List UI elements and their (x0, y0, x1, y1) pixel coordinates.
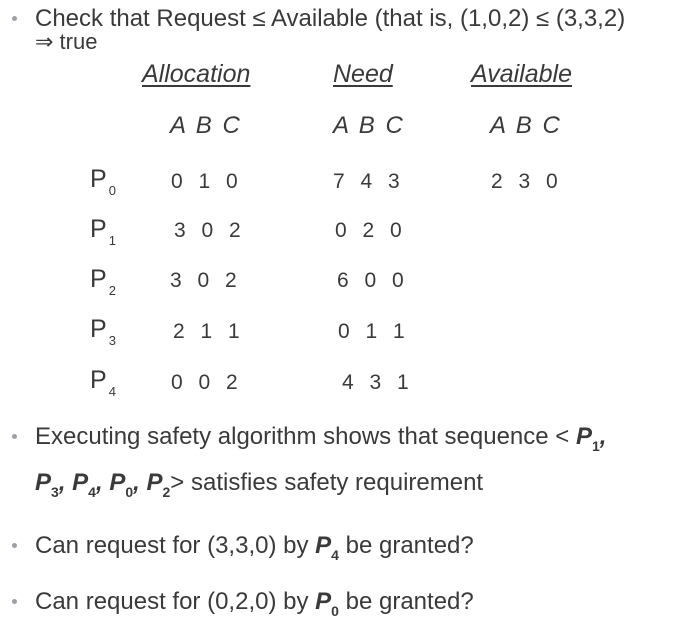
alloc-p3: 2 1 1 (173, 320, 245, 343)
process-p0: P $_0$ (90, 165, 116, 198)
process-p4: P $_4$ (90, 366, 116, 399)
abc-available: A B C (490, 112, 562, 139)
bullet-2-line-1: Executing safety algorithm shows that sequence < $P_1$, (35, 423, 607, 454)
need-p1: 0 2 0 (335, 219, 407, 242)
process-p1: P $_1$ (90, 215, 116, 248)
bullet-2-line-2: $P_3$, $P_4$, $P_0$, $P_2>$ satisfies safety requirement (35, 469, 484, 500)
header-allocation: Allocation (142, 60, 251, 88)
need-p4: 4 3 1 (342, 371, 414, 394)
need-p0: 7 4 3 (333, 170, 405, 193)
bullet-3-line: Can request for (3,3,0) by $P_4$ be granted? (35, 532, 474, 563)
bullet-4-dot (12, 599, 17, 604)
alloc-p2: 3 0 2 (170, 269, 242, 292)
bullet-1-dot (12, 16, 17, 21)
alloc-p0: 0 1 0 (171, 170, 243, 193)
alloc-p1: 3 0 2 (174, 219, 246, 242)
bullet-1-line-1: Check that Request ≤ Available (that is, (1,0,2) ≤ (3,3,2) (35, 5, 626, 32)
process-p2: P $_2$ (90, 265, 116, 298)
process-p3: P $_3$ (90, 315, 116, 348)
header-need: Need (333, 60, 393, 88)
bullet-2-dot (12, 434, 17, 439)
bullet-4-line: Can request for (0,2,0) by $P_0$ be granted? (35, 588, 474, 619)
abc-need: A B C (333, 112, 405, 139)
need-p3: 0 1 1 (338, 320, 410, 343)
avail-p0: 2 3 0 (491, 170, 563, 193)
bullet-3-dot (12, 543, 17, 548)
header-available: Available (471, 60, 573, 88)
abc-allocation: A B C (170, 112, 242, 139)
bullet-1-line-2: ⇒ true (35, 29, 98, 54)
need-p2: 6 0 0 (337, 269, 409, 292)
alloc-p4: 0 0 2 (171, 371, 243, 394)
